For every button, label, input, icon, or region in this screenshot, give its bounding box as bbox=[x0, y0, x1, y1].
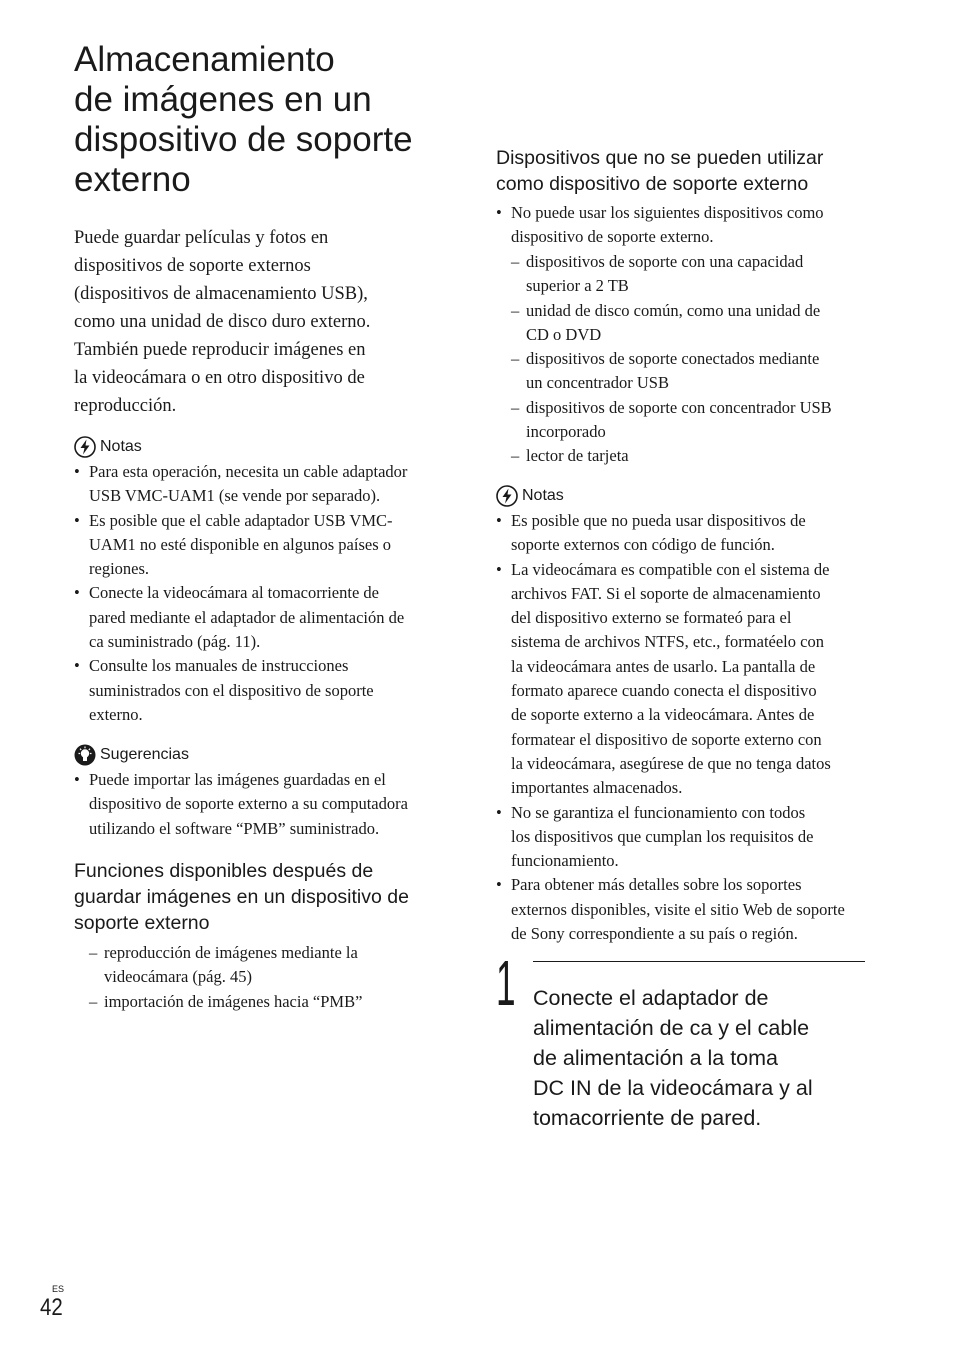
list-item-line: formato aparece cuando conecta el dispositivo bbox=[511, 681, 817, 701]
text-line: dispositivo de soporte externo. bbox=[511, 227, 714, 247]
list-item-line: superior a 2 TB bbox=[526, 276, 629, 296]
list-item-line: USB VMC-UAM1 (se vende por separado). bbox=[89, 486, 381, 506]
text-line: como una unidad de disco duro externo. bbox=[74, 312, 371, 332]
unusable-devices-bullet bbox=[496, 201, 871, 250]
text-line: alimentación de ca y el cable bbox=[533, 1016, 810, 1040]
page-number: 42 bbox=[40, 1294, 63, 1321]
notes-icon bbox=[496, 485, 518, 507]
list-item-line: – reproducción de imágenes mediante la bbox=[104, 943, 358, 962]
list-item bbox=[511, 250, 871, 299]
list-item-line: de Sony correspondiente a su país o región. bbox=[511, 924, 798, 944]
intro-paragraph bbox=[74, 224, 454, 420]
text-line: Dispositivos que no se pueden utilizar bbox=[496, 147, 824, 169]
list-item-line: sistema de archivos NTFS, etc., formatéelo con bbox=[511, 632, 824, 652]
text-line: reproducción. bbox=[74, 396, 177, 416]
page-language: ES bbox=[52, 1284, 65, 1294]
list-item-line: • Consulte los manuales de instrucciones bbox=[89, 656, 349, 676]
unusable-devices-list bbox=[511, 250, 871, 469]
list-item-line: funcionamiento. bbox=[511, 851, 619, 871]
list-item bbox=[74, 654, 449, 727]
notes-heading-left bbox=[74, 436, 142, 458]
text-line: Almacenamiento bbox=[74, 40, 335, 79]
page-title bbox=[74, 40, 474, 200]
list-item bbox=[74, 460, 449, 509]
list-item bbox=[74, 581, 449, 654]
list-item-line: ca suministrado (pág. 11). bbox=[89, 632, 261, 652]
text-line: Puede guardar películas y fotos en bbox=[74, 228, 329, 248]
notes-list-left bbox=[74, 460, 449, 727]
list-item-line: • Conecte la videocámara al tomacorriente de bbox=[89, 583, 379, 603]
step-instruction bbox=[533, 983, 873, 1133]
list-item-line: UAM1 no esté disponible en algunos países o bbox=[89, 534, 392, 554]
list-item-line: la videocámara, asegúrese de que no tenga datos bbox=[511, 753, 831, 773]
list-item-line: • Puede importar las imágenes guardadas en el bbox=[89, 770, 386, 789]
list-item-line: • La videocámara es compatible con el sistema de bbox=[511, 559, 830, 579]
list-item-line: importantes almacenados. bbox=[511, 778, 683, 798]
list-item-line: videocámara (pág. 45) bbox=[104, 967, 252, 987]
functions-heading bbox=[74, 858, 454, 936]
list-item-line: – importación de imágenes hacia “PMB” bbox=[104, 991, 363, 1011]
list-item-line: • Es posible que no pueda usar dispositivos de bbox=[511, 511, 806, 530]
list-item-line: externos disponibles, visite el sitio Web de soporte bbox=[511, 899, 845, 919]
text-line: de alimentación a la toma bbox=[533, 1046, 779, 1070]
text-line: como dispositivo de soporte externo bbox=[496, 173, 809, 195]
list-item-line: del dispositivo externo se formateó para el bbox=[511, 608, 792, 628]
list-item-line: los dispositivos que cumplan los requisitos de bbox=[511, 826, 814, 846]
list-item bbox=[511, 347, 871, 396]
list-item bbox=[511, 444, 871, 468]
text-line: de imágenes en un bbox=[74, 80, 372, 119]
list-item-line: – dispositivos de soporte con una capacidad bbox=[526, 252, 804, 271]
tips-label: Sugerencias bbox=[100, 746, 189, 763]
list-item bbox=[511, 396, 871, 445]
list-item bbox=[89, 941, 449, 990]
list-item bbox=[511, 299, 871, 348]
list-item-line: archivos FAT. Si el soporte de almacenamiento bbox=[511, 583, 821, 603]
list-item-line: pared mediante el adaptador de alimentación de bbox=[89, 607, 405, 627]
list-item-line: utilizando el software “PMB” suministrado. bbox=[89, 818, 380, 838]
text-line: tomacorriente de pared. bbox=[533, 1106, 762, 1130]
notes-label: Notas bbox=[522, 487, 564, 504]
list-item-line: regiones. bbox=[89, 559, 150, 579]
list-item-line: • Para esta operación, necesita un cable adaptador bbox=[89, 462, 408, 481]
unusable-devices-heading bbox=[496, 145, 876, 197]
list-item-line: CD o DVD bbox=[526, 324, 602, 344]
step-number: 1 bbox=[496, 947, 516, 1019]
list-item-line: • Para obtener más detalles sobre los soportes bbox=[511, 875, 802, 895]
list-item bbox=[496, 873, 871, 946]
list-item-line: un concentrador USB bbox=[526, 373, 669, 393]
list-item bbox=[496, 801, 871, 874]
list-item bbox=[74, 768, 449, 841]
list-item-line: la videocámara antes de usarlo. La pantalla de bbox=[511, 656, 816, 676]
notes-heading-right bbox=[496, 485, 564, 507]
text-line: También puede reproducir imágenes en bbox=[74, 340, 366, 360]
text-line: externo bbox=[74, 160, 191, 199]
text-line: • No puede usar los siguientes dispositivos como bbox=[511, 203, 824, 222]
step-divider bbox=[533, 961, 865, 962]
list-item-line: suministrados con el dispositivo de soporte bbox=[89, 680, 374, 700]
list-item bbox=[496, 201, 871, 250]
text-line: soporte externo bbox=[74, 912, 210, 934]
text-line: (dispositivos de almacenamiento USB), bbox=[74, 284, 368, 304]
tips-list bbox=[74, 768, 449, 841]
notes-icon bbox=[74, 436, 96, 458]
list-item bbox=[496, 509, 871, 558]
text-line: DC IN de la videocámara y al bbox=[533, 1076, 813, 1100]
notes-label: Notas bbox=[100, 438, 142, 455]
list-item bbox=[74, 509, 449, 582]
list-item-line: • Es posible que el cable adaptador USB VMC- bbox=[89, 510, 393, 530]
lightbulb-icon bbox=[74, 744, 96, 766]
list-item-line: externo. bbox=[89, 704, 143, 724]
list-item-line: formatear el dispositivo de soporte externo con bbox=[511, 729, 822, 749]
functions-list bbox=[89, 941, 449, 1014]
list-item-line: – unidad de disco común, como una unidad de bbox=[526, 300, 821, 320]
list-item-line: de soporte externo a la videocámara. Antes de bbox=[511, 705, 815, 725]
text-line: dispositivos de soporte externos bbox=[74, 256, 311, 276]
text-line: la videocámara o en otro dispositivo de bbox=[74, 368, 365, 388]
list-item bbox=[89, 990, 449, 1014]
text-line: dispositivo de soporte bbox=[74, 120, 413, 159]
text-line: Conecte el adaptador de bbox=[533, 986, 769, 1010]
list-item-line: incorporado bbox=[526, 422, 606, 442]
list-item-line: – dispositivos de soporte con concentrador USB bbox=[526, 397, 832, 417]
list-item-line: – lector de tarjeta bbox=[526, 446, 629, 466]
list-item-line: soporte externos con código de función. bbox=[511, 535, 775, 555]
list-item-line: – dispositivos de soporte conectados mediante bbox=[526, 349, 820, 369]
list-item bbox=[496, 558, 871, 801]
tips-heading bbox=[74, 744, 189, 766]
list-item-line: • No se garantiza el funcionamiento con todos bbox=[511, 802, 806, 822]
notes-list-right bbox=[496, 509, 871, 946]
text-line: guardar imágenes en un dispositivo de bbox=[74, 886, 409, 908]
list-item-line: dispositivo de soporte externo a su computadora bbox=[89, 794, 408, 814]
text-line: Funciones disponibles después de bbox=[74, 860, 374, 882]
